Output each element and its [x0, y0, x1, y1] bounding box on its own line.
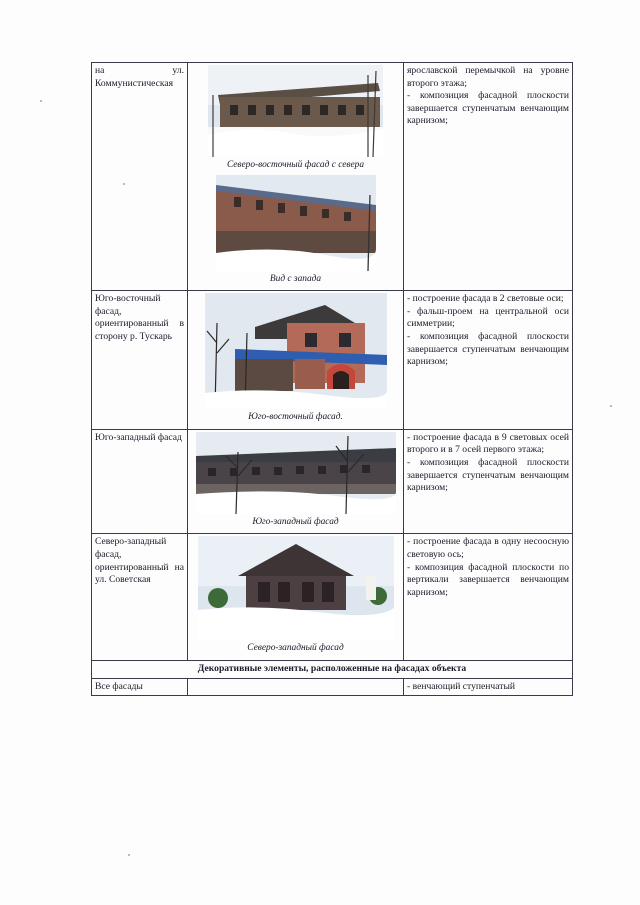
photo-caption: Северо-западный фасад	[247, 643, 344, 654]
description-cell	[404, 429, 573, 534]
description-cell: - венчающий ступенчатый	[404, 678, 573, 696]
scan-speck	[610, 405, 612, 407]
photo-caption: Юго-восточный фасад.	[248, 412, 343, 423]
photo-cell	[188, 429, 404, 534]
description-line: - композиция фасадной плоскости завершается ступенчатым венчающим карнизом;	[407, 456, 569, 494]
description-cell	[404, 534, 573, 661]
table-row	[92, 63, 573, 291]
facade-name-cell: Юго-восточный фасад, ориентированный в сторону р. Тускарь	[92, 291, 188, 430]
description-cell	[404, 63, 573, 291]
description-line: - фальш-проем на центральной оси симметрии;	[407, 305, 569, 330]
description-cell	[404, 291, 573, 430]
description-line: - построение фасада в одну несоосную световую ось;	[407, 536, 569, 560]
empty-cell	[188, 678, 404, 696]
description-line: - построение фасада в 2 световые оси;	[407, 293, 564, 305]
description-line: ярославской перемычкой на уровне второго этажа;	[407, 65, 569, 89]
photo-caption: Юго-западный фасад	[252, 516, 339, 527]
table-row	[92, 291, 573, 430]
description-line: - композиция фасадной плоскости завершается ступенчатым венчающим карнизом;	[407, 330, 569, 368]
facade-name-cell: Юго-западный фасад	[92, 429, 188, 534]
facade-description-table	[91, 62, 573, 696]
photo-caption: Северо-восточный фасад с севера	[226, 160, 365, 170]
photo-southeast-facade	[205, 293, 387, 409]
facade-name-cell: Все фасады	[92, 678, 188, 696]
photo-cell	[188, 291, 404, 430]
photo-cell	[188, 63, 404, 291]
photo-northwest-facade	[198, 536, 394, 640]
table-row	[92, 534, 573, 661]
description-line: - композиция фасадной плоскости завершается ступенчатым венчающим карнизом;	[407, 90, 569, 127]
photo-west-view	[216, 175, 376, 271]
photo-cell	[188, 534, 404, 661]
description-line: - построение фасада в 9 световых осей второго и в 7 осей первого этажа;	[407, 431, 569, 456]
section-header-row	[92, 660, 573, 678]
facade-name-cell: на ул. Коммунистическая	[92, 63, 188, 291]
photo-southwest-facade	[196, 432, 396, 514]
table-row	[92, 678, 573, 696]
photo-caption: Вид с запада	[269, 273, 322, 284]
table-row	[92, 429, 573, 534]
scan-speck	[128, 854, 130, 856]
facade-name-cell: Северо-западный фасад, ориентированный на ул. Советская	[92, 534, 188, 661]
section-header: Декоративные элементы, расположенные на фасадах объекта	[92, 660, 573, 678]
photo-northeast-facade	[208, 65, 383, 157]
scan-speck	[40, 100, 42, 102]
description-line: - композиция фасадной плоскости по вертикали завершается венчающим карнизом;	[407, 561, 569, 598]
